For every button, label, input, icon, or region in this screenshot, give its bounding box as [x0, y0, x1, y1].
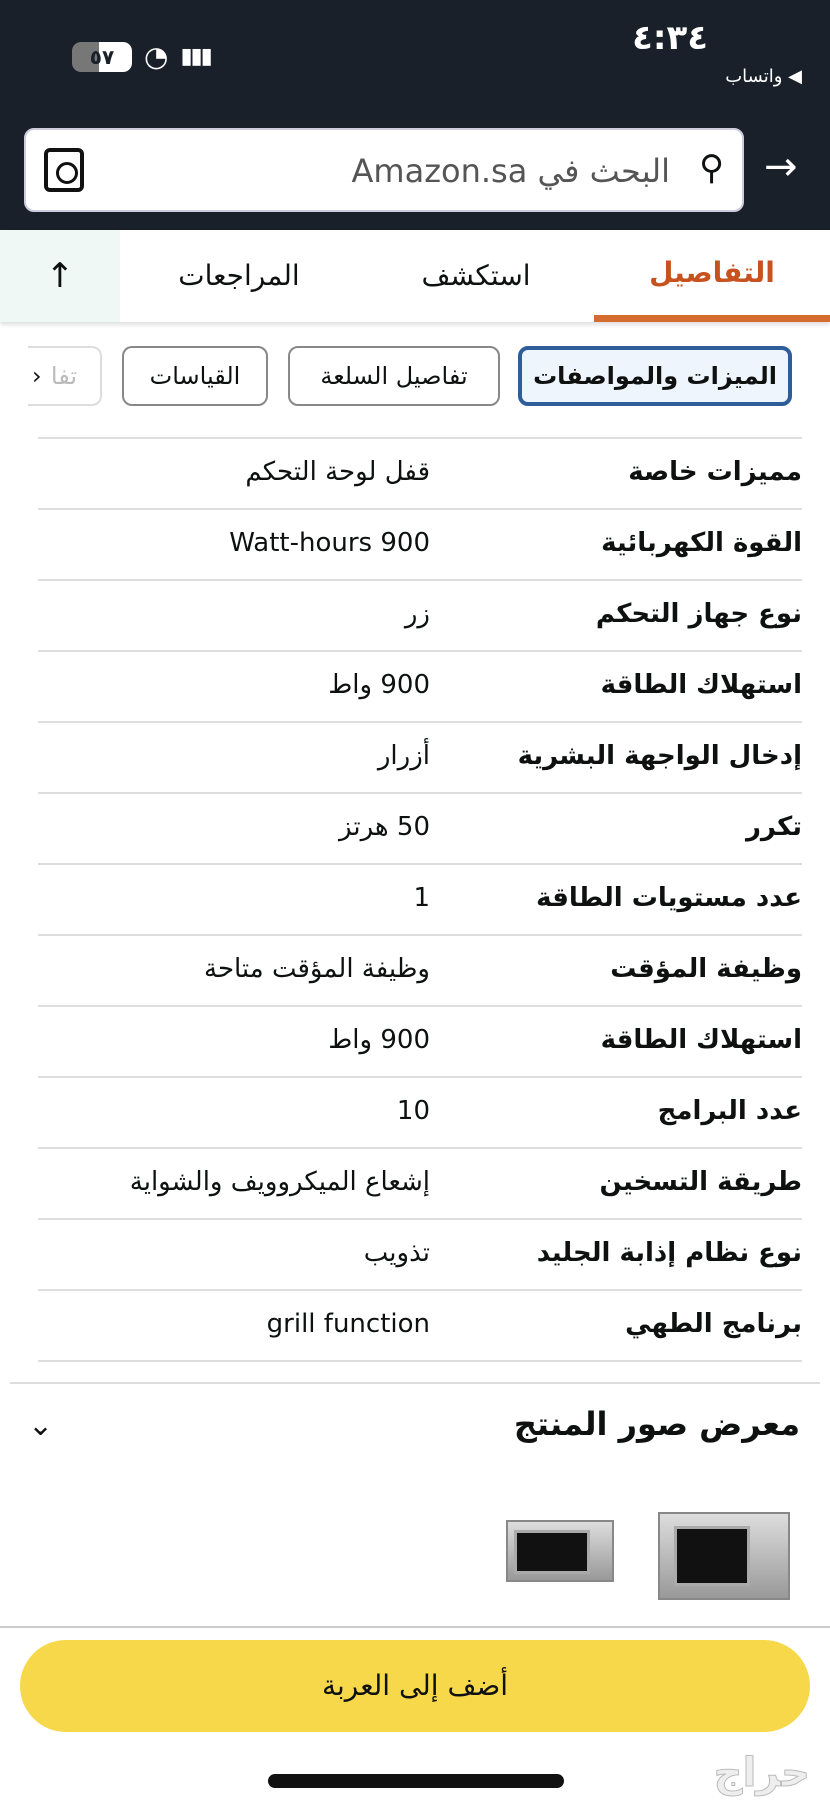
status-icons	[72, 40, 211, 73]
section-tabs	[0, 230, 830, 322]
pill-more[interactable]	[28, 346, 102, 406]
spec-row	[38, 865, 802, 936]
spec-label: برنامج الطهي	[625, 1309, 802, 1339]
spec-row	[38, 723, 802, 794]
watermark: حراج	[713, 1750, 810, 1796]
spec-value: إشعاع الميكروويف والشواية	[129, 1167, 430, 1197]
spec-label: تكرر	[745, 812, 802, 842]
spec-value: زر	[404, 599, 430, 629]
spec-value: Watt-hours 900	[229, 528, 430, 558]
spec-row	[38, 510, 802, 581]
tab-reviews[interactable]: المراجعات	[178, 259, 300, 292]
spec-value: تذويب	[363, 1238, 430, 1268]
spec-label: نوع جهاز التحكم	[595, 599, 802, 629]
spec-label: وظيفة المؤقت	[610, 954, 802, 984]
spec-label: عدد البرامج	[657, 1096, 802, 1126]
spec-label: القوة الكهربائية	[601, 528, 802, 558]
spec-row	[38, 1007, 802, 1078]
spec-row	[38, 1078, 802, 1149]
search-input[interactable]	[24, 128, 744, 212]
signal-icon: ▮▮▮	[180, 44, 211, 69]
pill-more-label: تفا	[50, 362, 78, 390]
arrow-right-icon[interactable]: →	[764, 144, 798, 190]
spec-label: نوع نظام إذابة الجليد	[536, 1238, 802, 1268]
search-placeholder: البحث في Amazon.sa	[351, 152, 670, 190]
pill-measurements[interactable]: القياسات	[122, 346, 268, 406]
pill-item-details[interactable]: تفاصيل السلعة	[288, 346, 500, 406]
spec-row	[38, 1220, 802, 1291]
battery-icon: ٥٧	[72, 42, 132, 72]
spec-label: عدد مستويات الطاقة	[536, 883, 802, 913]
spec-row	[38, 652, 802, 723]
gallery-title: معرض صور المنتج	[513, 1405, 800, 1443]
spec-row	[38, 439, 802, 510]
scroll-top-button[interactable]	[0, 230, 120, 322]
spec-value: 10	[396, 1096, 430, 1126]
spec-value: قفل لوحة التحكم	[245, 457, 430, 487]
divider	[10, 1382, 820, 1384]
spec-row	[38, 1149, 802, 1220]
spec-row	[38, 936, 802, 1007]
search-icon: ⚲	[699, 148, 724, 188]
spec-value: أزرار	[377, 741, 430, 771]
spec-value: 900 واط	[328, 1025, 430, 1055]
spec-label: استهلاك الطاقة	[600, 670, 802, 700]
pill-features-specs[interactable]: الميزات والمواصفات	[518, 346, 792, 406]
spec-row	[38, 581, 802, 652]
specs-table	[38, 437, 802, 1362]
chevron-down-icon[interactable]: ⌄	[28, 1408, 54, 1443]
chevron-left-icon: ‹	[32, 362, 42, 390]
spec-value: 900 واط	[328, 670, 430, 700]
top-header	[0, 0, 830, 230]
status-time: ٤:٣٤	[632, 18, 708, 58]
spec-row	[38, 1291, 802, 1362]
spec-value: 50 هرتز	[339, 812, 430, 842]
bottom-divider	[0, 1626, 830, 1628]
spec-value: grill function	[266, 1309, 430, 1339]
wifi-icon: ◔	[144, 40, 169, 73]
spec-label: مميزات خاصة	[628, 457, 802, 487]
spec-value: وظيفة المؤقت متاحة	[204, 954, 430, 984]
arrow-up-icon: ↑	[45, 256, 75, 296]
back-to-app[interactable]: ◀ واتساب	[725, 66, 802, 87]
tab-explore[interactable]: استكشف	[421, 259, 531, 292]
spec-value: 1	[413, 883, 430, 913]
product-image[interactable]	[506, 1520, 614, 1582]
product-image[interactable]	[658, 1512, 790, 1600]
home-indicator	[268, 1774, 564, 1788]
spec-label: طريقة التسخين	[599, 1167, 802, 1197]
camera-search-icon[interactable]	[44, 148, 84, 192]
spec-label: إدخال الواجهة البشرية	[517, 741, 802, 771]
spec-row	[38, 794, 802, 865]
tab-details[interactable]: التفاصيل	[594, 230, 830, 322]
add-to-cart-button[interactable]: أضف إلى العربة	[20, 1640, 810, 1732]
spec-label: استهلاك الطاقة	[600, 1025, 802, 1055]
